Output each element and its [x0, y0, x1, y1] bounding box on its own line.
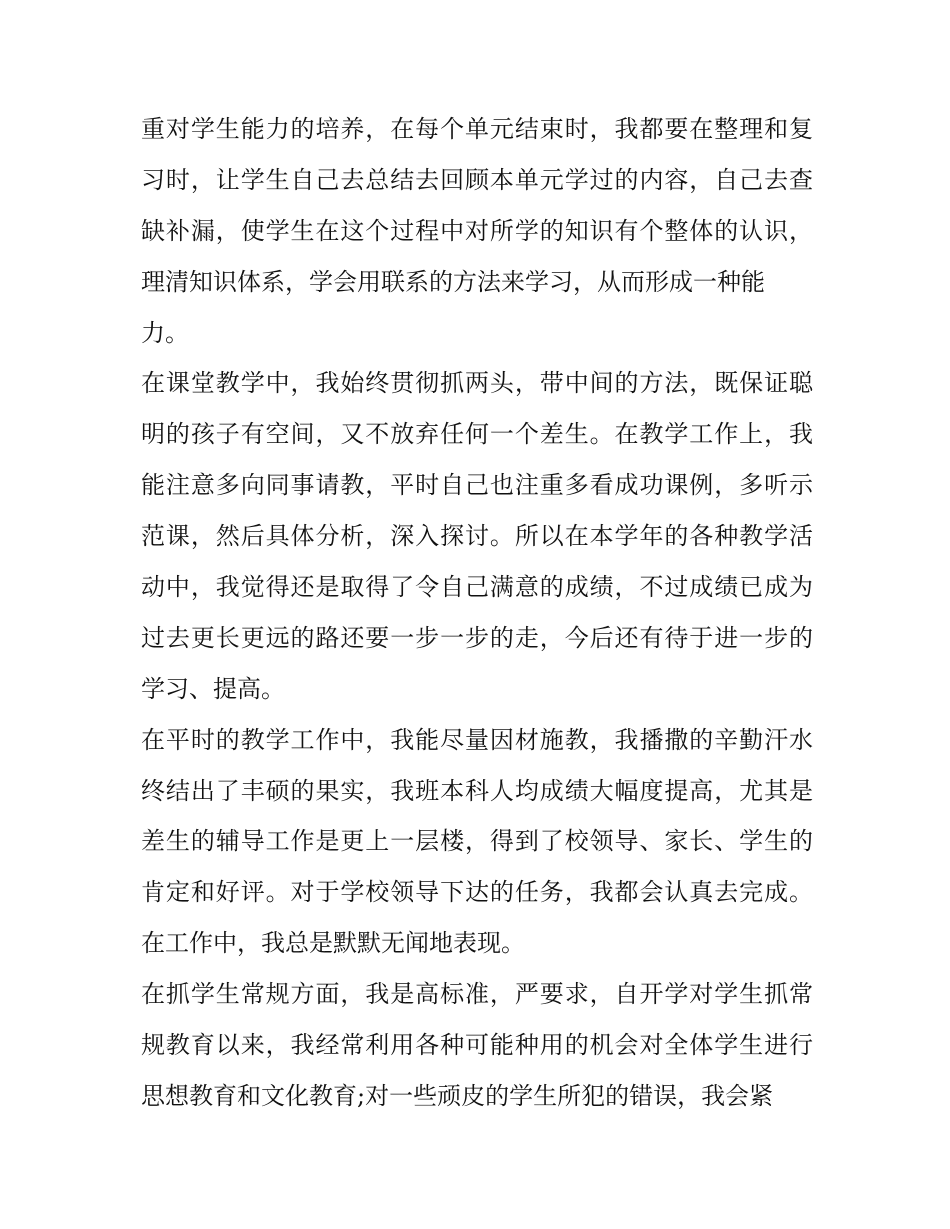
text-line: 能注意多向同事请教，平时自己也注重多看成功课例，多听示	[141, 471, 813, 500]
body-text	[141, 104, 813, 1122]
text-line: 过去更长更远的路还要一步一步的走，今后还有待于进一步的	[141, 623, 813, 652]
text-line: 在工作中，我总是默默无闻地表现。	[141, 929, 525, 958]
text-line: 范课，然后具体分析，深入探讨。所以在本学年的各种教学活	[141, 522, 813, 551]
text-line: 在平时的教学工作中，我能尽量因材施教，我播撒的辛勤汗水	[141, 725, 813, 754]
text-line: 理清知识体系，学会用联系的方法来学习，从而形成一种能	[141, 267, 765, 296]
text-line: 终结出了丰硕的果实，我班本科人均成绩大幅度提高，尤其是	[141, 776, 813, 805]
text-line: 在抓学生常规方面，我是高标准，严要求，自开学对学生抓常	[141, 980, 813, 1009]
text-line: 思想教育和文化教育;对一些顽皮的学生所犯的错误，我会紧	[141, 1081, 774, 1110]
text-line: 明的孩子有空间，又不放弃任何一个差生。在教学工作上，我	[141, 420, 813, 449]
text-line: 缺补漏，使学生在这个过程中对所学的知识有个整体的认识，	[141, 216, 813, 245]
text-line: 习时，让学生自己去总结去回顾本单元学过的内容，自己去查	[141, 165, 813, 194]
text-line: 重对学生能力的培养，在每个单元结束时，我都要在整理和复	[141, 115, 813, 143]
text-line: 肯定和好评。对于学校领导下达的任务，我都会认真去完成。	[141, 878, 813, 907]
text-line: 在课堂教学中，我始终贯彻抓两头，带中间的方法，既保证聪	[141, 369, 813, 398]
text-line: 学习、提高。	[141, 674, 285, 703]
text-line: 规教育以来，我经常利用各种可能种用的机会对全体学生进行	[141, 1031, 813, 1060]
text-line: 动中，我觉得还是取得了令自己满意的成绩，不过成绩已成为	[141, 573, 813, 602]
text-line: 差生的辅导工作是更上一层楼，得到了校领导、家长、学生的	[141, 827, 813, 856]
text-line: 力。	[141, 318, 189, 347]
